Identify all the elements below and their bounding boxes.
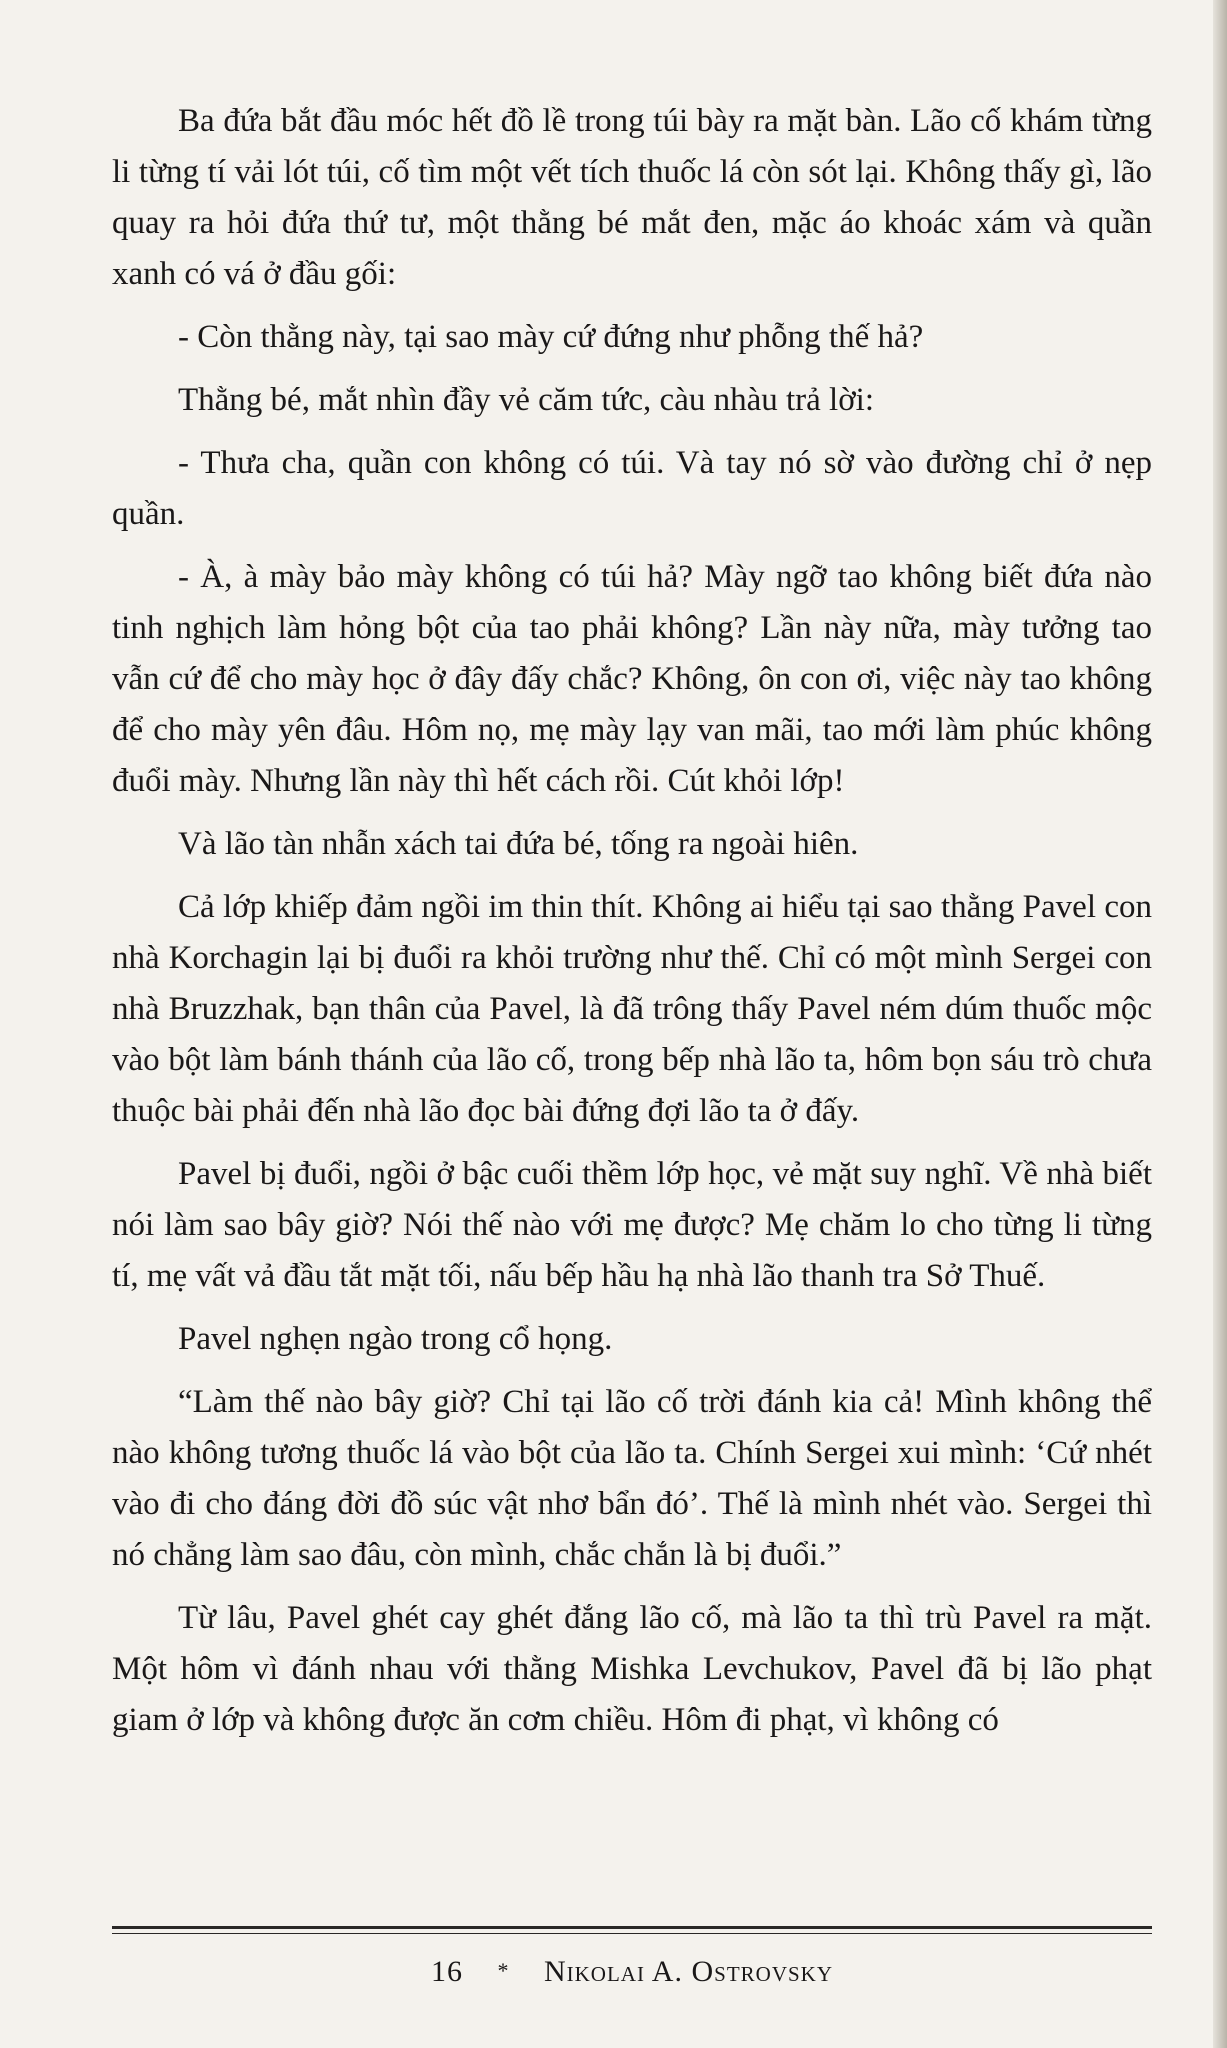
running-footer <box>112 1955 1152 1989</box>
paragraph: Ba đứa bắt đầu móc hết đồ lề trong túi bày ra mặt bàn. Lão cố khám từng li từng tí vải lót túi, cố tìm một vết tích thuốc lá còn sót lại. Không thấy gì, lão quay ra hỏi đứa thứ tư, một thằng bé mắt đen, mặc áo khoác xám và quần xanh có vá ở đầu gối: <box>112 103 1152 292</box>
paragraph: Cả lớp khiếp đảm ngồi im thin thít. Không ai hiểu tại sao thằng Pavel con nhà Korchagin lại bị đuổi ra khỏi trường như thế. Chỉ có một mình Sergei con nhà Bruzzhak, bạn thân của Pavel, là đã trông thấy Pavel ném dúm thuốc mộc vào bột làm bánh thánh của lão cố, trong bếp nhà lão ta, hôm bọn sáu trò chưa thuộc bài phải đến nhà lão đọc bài đứng đợi lão ta ở đấy. <box>112 889 1152 1129</box>
paragraph: “Làm thế nào bây giờ? Chỉ tại lão cố trời đánh kia cả! Mình không thể nào không tương thuốc lá vào bột của lão ta. Chính Sergei xui mình: ‘Cứ nhét vào đi cho đáng đời đồ súc vật nhơ bẩn đó’. Thế là mình nhét vào. Sergei thì nó chẳng làm sao đâu, còn mình, chắc chắn là bị đuổi.” <box>112 1384 1152 1573</box>
page-edge <box>1213 0 1227 2048</box>
paragraph: - Còn thằng này, tại sao mày cứ đứng như phỗng thế hả? <box>178 319 924 355</box>
page-number: 16 <box>430 1955 463 1988</box>
paragraph: - Thưa cha, quần con không có túi. Và tay nó sờ vào đường chỉ ở nẹp quần. <box>112 445 1152 532</box>
paragraph: Pavel nghẹn ngào trong cổ họng. <box>178 1321 613 1357</box>
author-name: Nikolai A. Ostrovsky <box>543 1955 833 1988</box>
paragraph: Từ lâu, Pavel ghét cay ghét đắng lão cố, mà lão ta thì trù Pavel ra mặt. Một hôm vì đánh nhau với thằng Mishka Levchukov, Pavel đã bị lão phạt giam ở lớp và không được ăn cơm chiều. Hôm đi phạt, vì không có <box>112 1600 1152 1738</box>
paragraph: - À, à mày bảo mày không có túi hả? Mày ngỡ tao không biết đứa nào tinh nghịch làm hỏng bột của tao phải không? Lần này nữa, mày tưởng tao vẫn cứ để cho mày học ở đây đấy chắc? Không, ôn con ơi, việc này tao không để cho mày yên đâu. Hôm nọ, mẹ mày lạy van mãi, tao mới làm phúc không đuổi mày. Nhưng lần này thì hết cách rồi. Cút khỏi lớp! <box>112 559 1152 799</box>
paragraph: Pavel bị đuổi, ngồi ở bậc cuối thềm lớp học, vẻ mặt suy nghĩ. Về nhà biết nói làm sao bây giờ? Nói thế nào với mẹ được? Mẹ chăm lo cho từng li từng tí, mẹ vất vả đầu tắt mặt tối, nấu bếp hầu hạ nhà lão thanh tra Sở Thuế. <box>112 1156 1152 1294</box>
footer-rule-thin <box>112 1933 1152 1934</box>
star-separator: * <box>497 1958 510 1983</box>
paragraph: Thằng bé, mắt nhìn đầy vẻ căm tức, càu nhàu trả lời: <box>178 382 875 418</box>
paragraph: Và lão tàn nhẫn xách tai đứa bé, tống ra ngoài hiên. <box>178 826 859 862</box>
body-text <box>112 96 1152 1758</box>
footer-rule-thick <box>112 1926 1152 1929</box>
